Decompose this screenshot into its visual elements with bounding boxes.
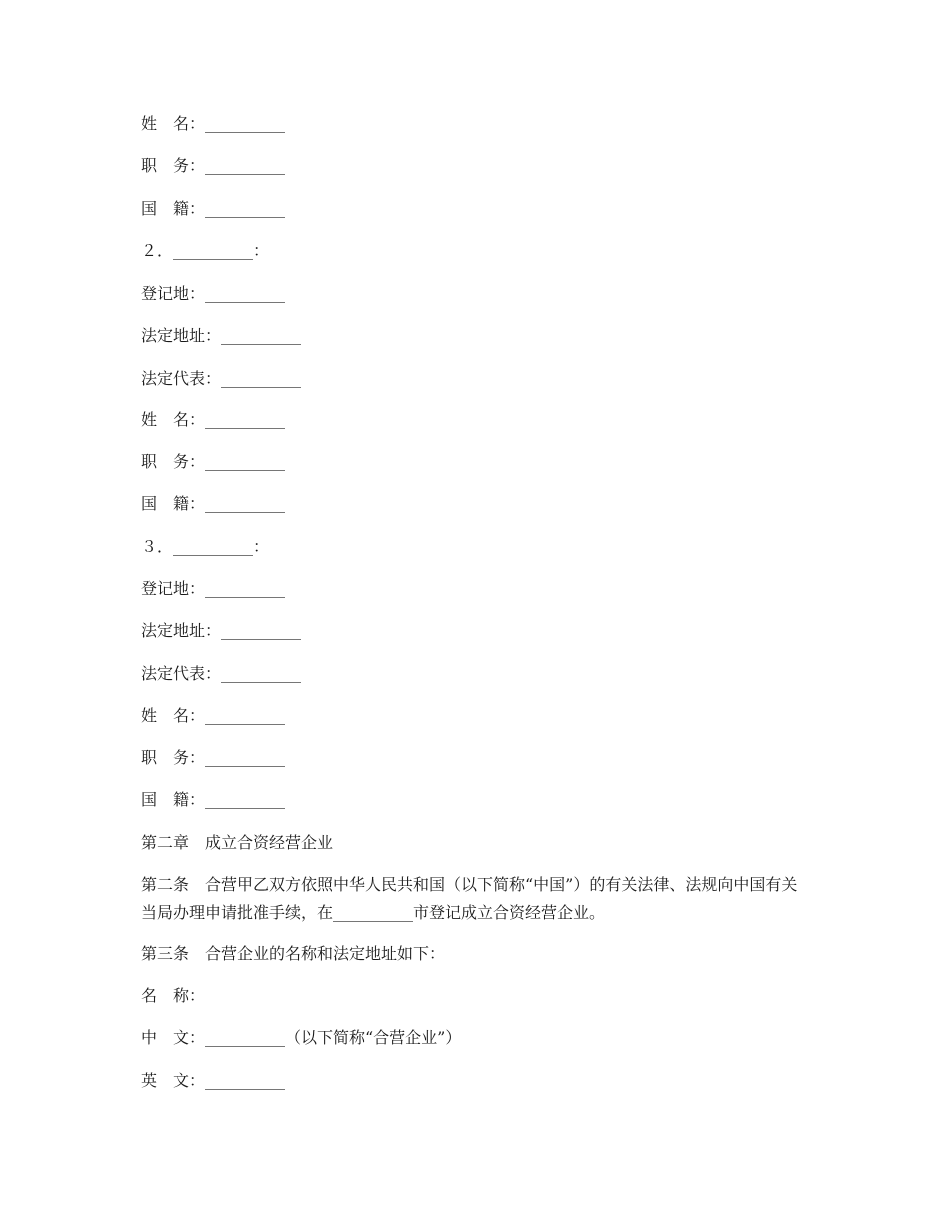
chinese-name-line: 中 文：__________（以下简称“合营企业”） xyxy=(141,1028,462,1047)
party-3-heading: ３．__________： xyxy=(141,537,270,556)
position-line-3: 职 务：__________ xyxy=(141,748,286,767)
registration-place-line-3: 登记地：__________ xyxy=(141,579,286,598)
name-line-1: 姓 名：__________ xyxy=(141,114,286,133)
legal-address-line-3: 法定地址：__________ xyxy=(141,621,302,640)
article-2-paragraph: 第二条 合营甲乙双方依照中华人民共和国（以下简称“中国”）的有关法律、法规向中国有关当局办理申请批准手续，在__________市登记成立合资经营企业。 xyxy=(141,875,798,922)
nationality-line-3: 国 籍：__________ xyxy=(141,790,286,809)
nationality-line-2: 国 籍：__________ xyxy=(141,494,286,513)
position-line-1: 职 务：__________ xyxy=(141,156,286,175)
registration-place-line-2: 登记地：__________ xyxy=(141,284,286,303)
legal-representative-line-2: 法定代表：__________ xyxy=(141,369,302,388)
party-2-heading: ２．__________： xyxy=(141,241,270,260)
legal-address-line-2: 法定地址：__________ xyxy=(141,326,302,345)
name-line-2: 姓 名：__________ xyxy=(141,410,286,429)
legal-representative-line-3: 法定代表：__________ xyxy=(141,664,302,683)
article-3-paragraph: 第三条 合营企业的名称和法定地址如下： xyxy=(141,944,446,963)
english-name-line: 英 文：__________ xyxy=(141,1071,286,1090)
chapter-2-title: 第二章 成立合资经营企业 xyxy=(141,833,334,852)
position-line-2: 职 务：__________ xyxy=(141,452,286,471)
nationality-line-1: 国 籍：__________ xyxy=(141,199,286,218)
name-line-3: 姓 名：__________ xyxy=(141,706,286,725)
company-name-label: 名 称： xyxy=(141,986,206,1005)
